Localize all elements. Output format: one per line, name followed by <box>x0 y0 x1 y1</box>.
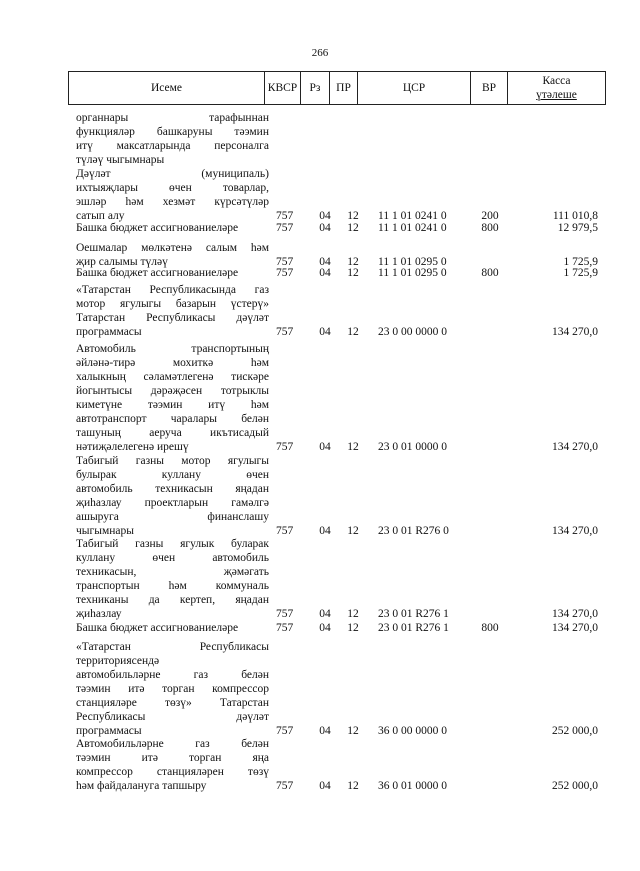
row-kvsr: 757 <box>276 525 294 537</box>
row-kvsr: 757 <box>276 210 294 222</box>
row-rz: 04 <box>319 525 331 537</box>
row-kvsr: 757 <box>276 608 294 620</box>
table-row <box>0 266 640 280</box>
row-pr: 12 <box>347 326 359 338</box>
row-vr: 800 <box>481 267 499 279</box>
row-name-line: техникасын, җәмәгать <box>76 566 269 578</box>
row-rz: 04 <box>319 622 331 634</box>
row-vr: 200 <box>481 210 499 222</box>
row-kassa: 111 010,8 <box>552 210 598 222</box>
row-rz: 04 <box>319 267 331 279</box>
row-kvsr: 757 <box>276 725 294 737</box>
table-row <box>0 621 640 635</box>
row-name-line: программасы <box>76 326 142 338</box>
row-name-line: тәэмин итә торган компрессор <box>76 683 269 695</box>
row-kassa: 134 270,0 <box>552 608 598 620</box>
table-row <box>0 167 640 223</box>
row-kassa: 252 000,0 <box>552 780 598 792</box>
row-name-line: куллану өчен автомобиль <box>76 552 269 564</box>
row-name <box>76 221 269 235</box>
row-csr: 36 0 00 0000 0 <box>378 725 447 737</box>
header-kassa <box>507 72 605 104</box>
row-name-line: нәтиҗәлелегенә ирешү <box>76 441 189 453</box>
row-name-line: Автомобильләрне газ белән <box>76 738 269 750</box>
table-row <box>0 111 640 167</box>
row-kassa: 12 979,5 <box>557 222 598 234</box>
row-name-line: функцияләр башкаруны тәэмин <box>76 126 269 138</box>
row-name-line: техниканы да кертеп, яңадан <box>76 594 269 606</box>
row-csr: 23 0 01 R276 0 <box>378 525 449 537</box>
row-kassa: 252 000,0 <box>552 725 598 737</box>
row-kvsr: 757 <box>276 780 294 792</box>
row-pr: 12 <box>347 210 359 222</box>
row-name-line: әйләнә-тирә мохиткә һәм <box>76 357 269 369</box>
row-name <box>76 621 269 635</box>
row-rz: 04 <box>319 210 331 222</box>
row-kvsr: 757 <box>276 222 294 234</box>
row-name-line: территориясендә <box>76 655 160 667</box>
row-name-line: сатып алу <box>76 210 125 222</box>
row-name-line: итү максатларында персоналга <box>76 140 269 152</box>
header-csr: ЦСР <box>357 72 470 104</box>
row-name-line: автотранспорт чаралары белән <box>76 413 269 425</box>
table-row <box>0 537 640 621</box>
row-kassa: 1 725,9 <box>563 256 598 268</box>
row-kvsr: 757 <box>276 267 294 279</box>
row-name-line: программасы <box>76 725 142 737</box>
row-kassa: 134 270,0 <box>552 441 598 453</box>
row-csr: 23 0 00 0000 0 <box>378 326 447 338</box>
header-kvsr: КВСР <box>264 72 300 104</box>
row-rz: 04 <box>319 441 331 453</box>
row-name-line: җиһазлау <box>76 608 122 620</box>
row-name-line: ашыруга финанслашу <box>76 511 269 523</box>
row-csr: 11 1 01 0295 0 <box>378 256 447 268</box>
row-pr: 12 <box>347 780 359 792</box>
header-kassa-line1: Касса <box>542 75 571 87</box>
row-name <box>76 342 269 454</box>
table-row <box>0 241 640 269</box>
table-row <box>0 454 640 538</box>
row-name <box>76 537 269 621</box>
row-name-line: киметүне тәэмин итү һәм <box>76 399 269 411</box>
row-rz: 04 <box>319 222 331 234</box>
row-pr: 12 <box>347 267 359 279</box>
row-vr: 800 <box>481 222 499 234</box>
row-vr: 800 <box>481 622 499 634</box>
row-name-line: Башка бюджет ассигнованиеләре <box>76 622 239 634</box>
table-row <box>0 640 640 738</box>
row-name <box>76 737 269 793</box>
row-name-line: Татарстан Республикасы дәүләт <box>76 312 269 324</box>
row-name-line: йогынтысы дәрәҗәсен тотрыклы <box>76 385 269 397</box>
row-name-line: органнары тарафыннан <box>76 112 269 124</box>
header-kassa-line2: үтәлеше <box>536 89 577 101</box>
table-row <box>0 342 640 454</box>
row-name-line: чыгымнары <box>76 525 134 537</box>
row-name-line: җир салымы түләү <box>76 256 168 268</box>
row-name-line: ташуның аеруча икътисадый <box>76 427 269 439</box>
row-name-line: «Татарстан Республикасында газ <box>76 284 269 296</box>
row-kvsr: 757 <box>276 326 294 338</box>
row-csr: 23 0 01 R276 1 <box>378 608 449 620</box>
row-name-line: транспортын һәм коммуналь <box>76 580 269 592</box>
row-name-line: компрессор станцияләрен төзү <box>76 766 269 778</box>
table-row <box>0 283 640 339</box>
row-pr: 12 <box>347 608 359 620</box>
row-name-line: Башка бюджет ассигнованиеләре <box>76 267 239 279</box>
row-name-line: станцияләре төзү» Татарстан <box>76 697 269 709</box>
header-pr: ПР <box>329 72 357 104</box>
row-pr: 12 <box>347 222 359 234</box>
row-kassa: 134 270,0 <box>552 525 598 537</box>
row-name-line: һәм файдалануга тапшыру <box>76 780 207 792</box>
row-name <box>76 640 269 738</box>
row-kassa: 134 270,0 <box>552 622 598 634</box>
header-vr: ВР <box>470 72 507 104</box>
row-pr: 12 <box>347 441 359 453</box>
row-rz: 04 <box>319 725 331 737</box>
row-name-line: автомобиль техникасын яңадан <box>76 483 269 495</box>
page-number: 266 <box>311 47 329 59</box>
row-rz: 04 <box>319 256 331 268</box>
row-name-line: Башка бюджет ассигнованиеләре <box>76 222 239 234</box>
row-csr: 11 1 01 0295 0 <box>378 267 447 279</box>
row-name-line: Республикасы дәүләт <box>76 711 269 723</box>
row-pr: 12 <box>347 256 359 268</box>
row-csr: 23 0 01 0000 0 <box>378 441 447 453</box>
row-name-line: халыкның сәламәтлегенә тискәре <box>76 371 269 383</box>
row-name-line: Табигый газны ягулык буларак <box>76 538 269 550</box>
table-header <box>68 71 606 105</box>
row-pr: 12 <box>347 525 359 537</box>
row-name-line: Табигый газны мотор ягулыгы <box>76 455 269 467</box>
row-kassa: 1 725,9 <box>563 267 598 279</box>
table-row <box>0 737 640 793</box>
row-csr: 23 0 01 R276 1 <box>378 622 449 634</box>
row-name-line: булырак куллану өчен <box>76 469 269 481</box>
row-name-line: мотор ягулыгы базарын үстерү» <box>76 298 269 310</box>
row-name <box>76 111 269 167</box>
row-name-line: автомобильләрне газ белән <box>76 669 269 681</box>
row-kvsr: 757 <box>276 256 294 268</box>
row-rz: 04 <box>319 780 331 792</box>
row-name-line: тәэмин итә торган яңа <box>76 752 269 764</box>
row-csr: 11 1 01 0241 0 <box>378 222 447 234</box>
row-name <box>76 241 269 269</box>
row-name-line: «Татарстан Республикасы <box>76 641 269 653</box>
row-name-line: эшләр һәм хезмәт күрсәтүләр <box>76 196 269 208</box>
row-rz: 04 <box>319 608 331 620</box>
header-rz: Рз <box>300 72 329 104</box>
row-name-line: түләү чыгымнары <box>76 154 165 166</box>
row-name <box>76 454 269 538</box>
row-name-line: Дәүләт (муниципаль) <box>76 168 269 180</box>
row-name-line: Автомобиль транспортының <box>76 343 269 355</box>
row-csr: 36 0 01 0000 0 <box>378 780 447 792</box>
row-name-line: ихтыяҗлары өчен товарлар, <box>76 182 269 194</box>
row-csr: 11 1 01 0241 0 <box>378 210 447 222</box>
row-name <box>76 266 269 280</box>
row-kassa: 134 270,0 <box>552 326 598 338</box>
header-name: Исеме <box>150 82 183 94</box>
row-pr: 12 <box>347 725 359 737</box>
row-name-line: җиһазлау проектларын гамәлгә <box>76 497 269 509</box>
row-name <box>76 283 269 339</box>
table-row <box>0 221 640 235</box>
row-kvsr: 757 <box>276 622 294 634</box>
row-rz: 04 <box>319 326 331 338</box>
row-name-line: Оешмалар мөлкәтенә салым һәм <box>76 242 269 254</box>
row-pr: 12 <box>347 622 359 634</box>
row-kvsr: 757 <box>276 441 294 453</box>
row-name <box>76 167 269 223</box>
